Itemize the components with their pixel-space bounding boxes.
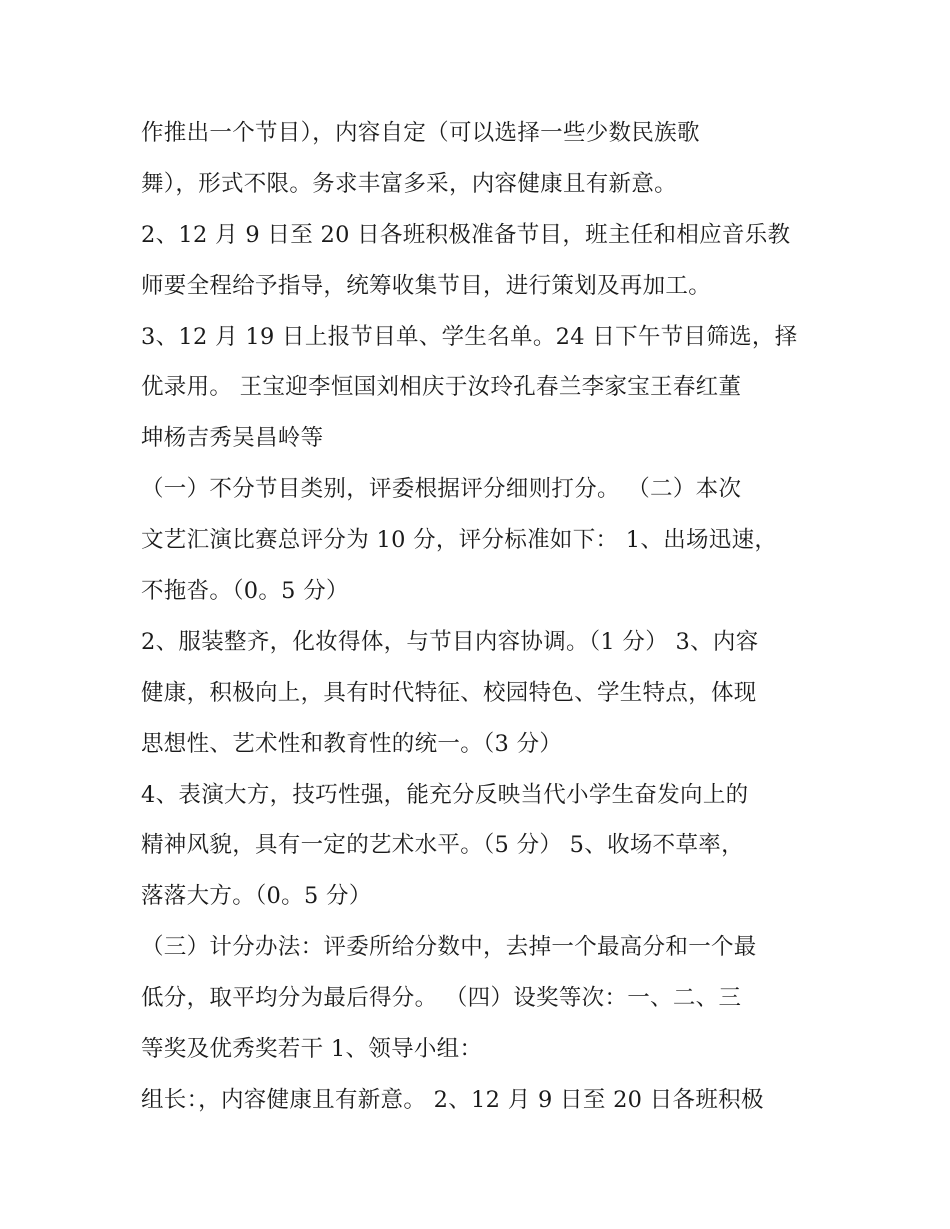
text-line: （三）计分办法：评委所给分数中，去掉一个最高分和一个最 [141, 934, 757, 961]
text-line: 2、12 月 9 日至 20 日各班积极准备节目，班主任和相应音乐教 [141, 221, 791, 248]
text-line: 优录用。 王宝迎李恒国刘相庆于汝玲孔春兰李家宝王春红董 [141, 374, 742, 401]
text-line: 精神风貌，具有一定的艺术水平。（5 分） 5、收场不草率， [141, 832, 744, 859]
text-line: 坤杨吉秀吴昌岭等 [141, 425, 324, 452]
document-body [141, 108, 831, 1126]
text-line: 师要全程给予指导，统筹收集节目，进行策划及再加工。 [141, 272, 712, 299]
text-line: 低分，取平均分为最后得分。 （四）设奖等次：一、二、三 [141, 985, 742, 1012]
text-line: 3、12 月 19 日上报节目单、学生名单。24 日下午节目筛选，择 [141, 323, 798, 350]
text-line: 舞），形式不限。务求丰富多采，内容健康且有新意。 [141, 170, 677, 197]
text-line: （一）不分节目类别，评委根据评分细则打分。 （二）本次 [141, 476, 742, 503]
text-line: 文艺汇演比赛总评分为 10 分，评分标准如下： 1、出场迅速， [141, 527, 778, 554]
text-line: 作推出一个节目），内容自定（可以选择一些少数民族歌 [141, 120, 700, 146]
text-line: 组长：，内容健康且有新意。 2、12 月 9 日至 20 日各班积极 [141, 1086, 764, 1113]
text-line: 2、服装整齐，化妆得体，与节目内容协调。（1 分） 3、内容 [141, 628, 759, 655]
text-line: 健康，积极向上，具有时代特征、校园特色、学生特点，体现 [141, 679, 757, 706]
text-line: 不拖沓。（0。5 分） [141, 578, 349, 605]
text-line: 4、表演大方，技巧性强，能充分反映当代小学生奋发向上的 [141, 781, 749, 808]
text-line: 落落大方。（0。5 分） [141, 883, 372, 910]
text-line: 等奖及优秀奖若干 1、领导小组： [141, 1036, 483, 1063]
text-line: 思想性、艺术性和教育性的统一。（3 分） [141, 730, 563, 757]
